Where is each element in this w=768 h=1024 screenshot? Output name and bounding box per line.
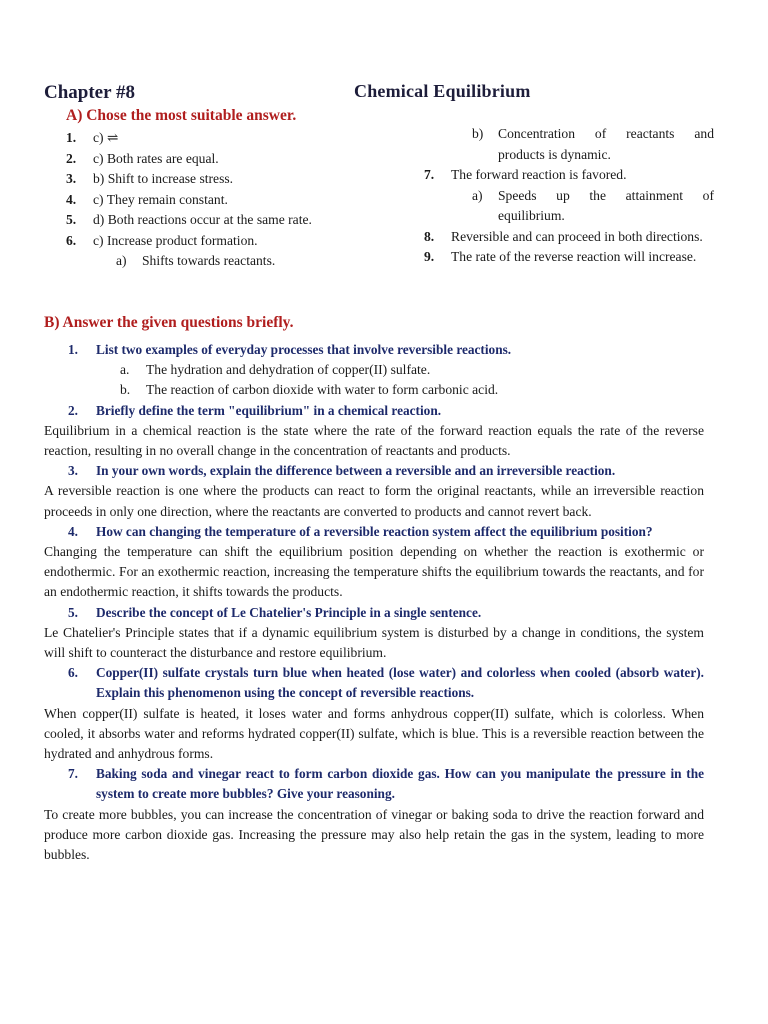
- question-text: Describe the concept of Le Chatelier's Principle in a single sentence.: [96, 604, 482, 620]
- question-number: 5.: [68, 604, 78, 620]
- mcq-answer-1: [66, 128, 356, 149]
- mcq-answer-2: [66, 149, 356, 170]
- list-item: [120, 380, 704, 400]
- sub-letter: a): [116, 253, 127, 268]
- answer-3: A reversible reaction is one where the products can react to form the original reactants, while an irreversible reaction proceeds in only one direction, where the reactants are converted to products and cannot revert back.: [44, 483, 704, 519]
- answer-text: b) Shift to increase stress.: [93, 171, 234, 186]
- question-text: In your own words, explain the difference between a reversible and an irreversible reaction.: [96, 463, 616, 479]
- question-text: How can changing the temperature of a reversible reaction system affect the equilibrium position?: [96, 523, 653, 539]
- answer-text: c) They remain constant.: [93, 191, 228, 207]
- answer-number: 7.: [424, 167, 435, 182]
- section-b-content: [44, 340, 704, 865]
- question-6: [44, 663, 704, 703]
- answer-5: Le Chatelier's Principle states that if a dynamic equilibrium system is disturbed by a change in conditions, the system will shift to counteract the disturbance and restore equilibrium.: [44, 624, 704, 661]
- question-number: 4.: [68, 523, 78, 539]
- answer-text: d) Both reactions occur at the same rate.: [93, 212, 312, 227]
- question-3: [44, 461, 704, 481]
- mcq-answer-9: [424, 247, 714, 268]
- answer-number: 4.: [66, 191, 77, 207]
- item-letter: a.: [120, 362, 130, 378]
- question-text: Copper(II) sulfate crystals turn blue when heated (lose water) and colorless when cooled (absorb water). Explain this phenomenon using the concept of reversible reactions.: [96, 665, 704, 701]
- section-a-heading: A) Chose the most suitable answer.: [66, 107, 297, 124]
- question-number: 7.: [68, 766, 78, 782]
- sub-text: Shifts towards reactants.: [142, 253, 276, 268]
- answer-text: The rate of the reverse reaction will increase.: [451, 249, 697, 264]
- question-2: [44, 401, 704, 421]
- answer-number: 1.: [66, 130, 77, 145]
- answer-number: 2.: [66, 150, 77, 166]
- answer-text: c) Both rates are equal.: [93, 150, 219, 166]
- question-1: [44, 340, 704, 360]
- answer-text: c) ⇌: [93, 130, 119, 145]
- mcq-answer-8: [424, 227, 714, 248]
- answer-1-list: [44, 360, 704, 400]
- question-5: [44, 603, 704, 623]
- mcq-answer-6b: [424, 124, 714, 165]
- answer-number: 6.: [66, 232, 77, 248]
- item-letter: b.: [120, 382, 131, 398]
- list-item: [120, 360, 704, 380]
- answer-7: To create more bubbles, you can increase the concentration of vinegar or baking soda to drive the reaction forward and produce more carbon dioxide gas. Increasing the pressure may also help retain the gas in the system, leading to more bubbles.: [44, 806, 704, 863]
- sub-letter: b): [472, 126, 484, 141]
- chapter-number: Chapter #8: [44, 82, 135, 103]
- question-text: Baking soda and vinegar react to form carbon dioxide gas. How can you manipulate the pressure in the system to create more bubbles? Give your reasoning.: [96, 766, 704, 802]
- question-4: [44, 522, 704, 542]
- mcq-answer-7: [424, 165, 714, 186]
- question-number: 2.: [68, 402, 78, 418]
- answer-number: 8.: [424, 228, 435, 244]
- section-b-heading: B) Answer the given questions briefly.: [44, 314, 294, 331]
- answer-number: 3.: [66, 171, 77, 186]
- mcq-answer-5: [66, 210, 356, 231]
- answer-4: Changing the temperature can shift the equilibrium position depending on whether the reaction is exothermic or endothermic. For an exothermic reaction, increasing the temperature shifts the equilibrium towards the reactants, and for an endothermic reaction, it shifts towards the products.: [44, 544, 704, 600]
- mcq-answer-6-sub: [66, 251, 356, 272]
- mcq-answer-3: [66, 169, 356, 190]
- question-number: 6.: [68, 665, 78, 681]
- answer-6: When copper(II) sulfate is heated, it loses water and forms anhydrous copper(II) sulfate, which is colorless. When cooled, it absorbs water and reforms hydrated copper(II) sulfate, which is blue. This is a reversible reaction between the hydrated and anhydrous forms.: [44, 705, 704, 762]
- item-text: The hydration and dehydration of copper(II) sulfate.: [146, 362, 431, 378]
- answer-2: Equilibrium in a chemical reaction is the state where the rate of the forward reaction equals the rate of the reverse reaction, resulting in no overall change in the concentration of reactants and products.: [44, 422, 704, 459]
- mcq-right-column: [424, 124, 714, 268]
- question-text: List two examples of everyday processes that involve reversible reactions.: [96, 342, 512, 357]
- mcq-answer-6: [66, 231, 356, 252]
- question-7: [44, 764, 704, 804]
- sub-letter: a): [472, 187, 483, 203]
- answer-text: c) Increase product formation.: [93, 232, 258, 248]
- question-text: Briefly define the term "equilibrium" in a chemical reaction.: [96, 402, 442, 418]
- mcq-answer-4: [66, 190, 356, 211]
- mcq-left-column: [66, 128, 356, 272]
- chapter-title: Chemical Equilibrium: [354, 81, 531, 101]
- answer-text: Reversible and can proceed in both directions.: [451, 228, 703, 244]
- answer-number: 9.: [424, 249, 435, 264]
- sub-text: Speeds up the attainment of equilibrium.: [498, 187, 714, 223]
- answer-text: The forward reaction is favored.: [451, 167, 627, 182]
- mcq-answer-7-sub: [424, 186, 714, 227]
- sub-text: Concentration of reactants and products is dynamic.: [498, 126, 714, 162]
- answer-number: 5.: [66, 212, 77, 227]
- item-text: The reaction of carbon dioxide with water to form carbonic acid.: [146, 382, 499, 398]
- question-number: 3.: [68, 463, 78, 479]
- question-number: 1.: [68, 342, 78, 357]
